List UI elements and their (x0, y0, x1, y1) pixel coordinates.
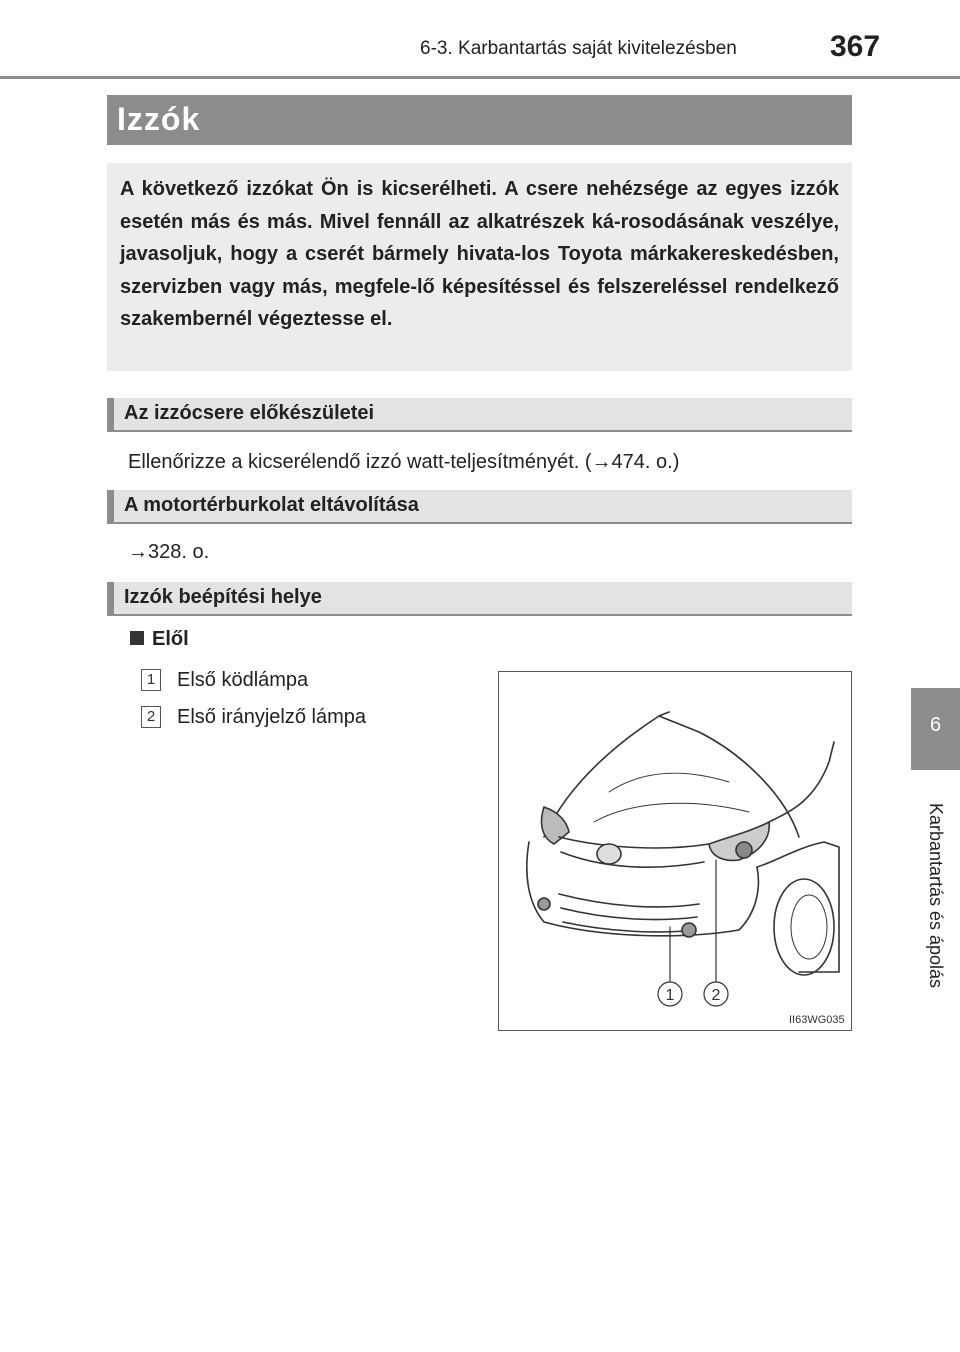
front-subheading (130, 628, 189, 651)
chapter-number: 6 (929, 714, 942, 736)
front-subheading-label: Elől (152, 628, 189, 650)
item-label-fog-lamp: Első ködlámpa (177, 669, 309, 691)
hood-outline (544, 716, 799, 837)
car-front-illustration (498, 671, 852, 1031)
item-number-box: 1 (141, 669, 161, 691)
subheading-cover-label: A motortérburkolat eltávolítása (124, 494, 419, 516)
chapter-title: Karbantartás és ápolás (926, 802, 946, 988)
square-bullet-icon (130, 631, 144, 645)
emblem (597, 844, 621, 864)
chapter-tab (911, 688, 960, 770)
chapter-tab-label (911, 770, 960, 1020)
subheading-locations-label: Izzók beépítési helye (124, 586, 322, 608)
subheading-locations (107, 582, 852, 616)
prep-text: Ellenőrizze a kicserélendő izzó watt-teljesítményét. (→474. o.) (128, 451, 680, 473)
subheading-cover (107, 490, 852, 524)
intro-text: A következő izzókat Ön is kicserélheti. A csere nehézsége az egyes izzók esetén más és más. Mivel fennáll az alkatrészek ká-rosodásának veszélye, javasoljuk, hogy a cserét bármely hivata-los Toyota márkakereskedésben, szervizben vagy más, megfele-lő képesítéssel és felszereléssel rendelkező szakembernél végeztesse el. (120, 178, 839, 330)
page-title-bar (107, 95, 852, 145)
cover-text: →328. o. (128, 541, 210, 563)
subheading-prep (107, 398, 852, 432)
callout-1: 1 (665, 987, 675, 1004)
right-fog-lamp (682, 923, 696, 937)
figure-code: II63WG035 (789, 1014, 845, 1026)
front-wheel (774, 879, 834, 975)
subheading-prep-label: Az izzócsere előkészületei (124, 402, 375, 424)
intro-box (107, 163, 852, 371)
page-title: Izzók (117, 101, 201, 137)
callout-2: 2 (711, 987, 721, 1004)
car-front-drawing (499, 672, 851, 1030)
item-number-box: 2 (141, 706, 161, 728)
running-header-section: 6-3. Karbantartás saját kivitelezésben (420, 38, 737, 59)
item-label-turn-signal: Első irányjelző lámpa (177, 706, 366, 728)
header-divider (0, 76, 960, 79)
left-fog-lamp (538, 898, 550, 910)
figure-callouts (658, 982, 728, 1006)
page-number: 367 (830, 30, 881, 63)
